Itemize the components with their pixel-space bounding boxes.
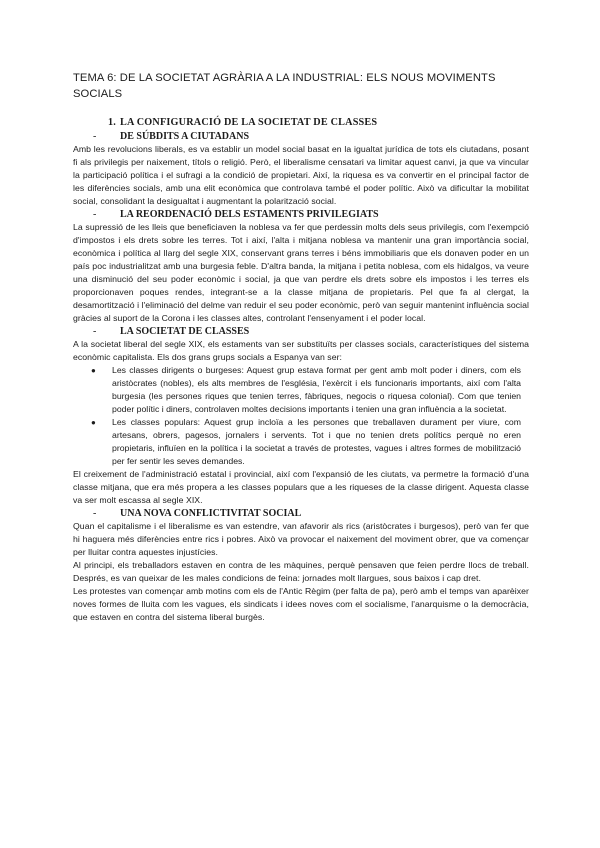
list-item-text: Les classes populars: Aquest grup incloïa a les persones que treballaven durament per viure, com artesans, obrers, pagesos, jornalers i servents. Tot i que no tenien drets polítics perquè no eren propietaris, influïen en la política i la societat a través de protestes, vagues i altres formes de mobilització per fer sentir les seves demandes.: [112, 417, 521, 466]
section-heading-text: LA CONFIGURACIÓ DE LA SOCIETAT DE CLASSES: [120, 117, 378, 128]
dash-marker: -: [93, 508, 97, 519]
bullet-marker: ●: [91, 366, 96, 375]
subsection-heading-text: UNA NOVA CONFLICTIVITAT SOCIAL: [120, 508, 302, 519]
paragraph: Amb les revolucions liberals, es va establir un model social basat en la igualtat jurídica de tots els ciutadans, posant fi als privilegis per naixement, títols o religió. Però, el liberalisme censatari va limitar aquest canvi, ja que va vincular la participació política i el sufragi a la condició de propietari. Així, la riquesa es va convertir en el principal factor de les diferències socials, amb una elit econòmica que controlava també el poder polític. Això va dificultar la mobilitat social, consolidant la desigualtat i augmentant la polarització social.: [73, 144, 529, 206]
paragraph: Les protestes van començar amb motins com els de l'Antic Règim (per falta de pa), però amb el temps van aparèixer noves formes de lluita com les vagues, els sindicats i idees noves com el socialisme, l'anarquisme o la democràcia, que estaven en contra del sistema liberal burgès.: [73, 586, 529, 622]
subsection-heading-subdits: [73, 130, 529, 143]
document-content: [73, 71, 529, 624]
dash-marker: -: [93, 131, 97, 142]
bullet-marker: ●: [91, 418, 96, 427]
subsection-heading-reordenacio: [73, 208, 529, 221]
paragraph-intro: A la societat liberal del segle XIX, els estaments van ser substituïts per classes socials, característiques del sistema econòmic capitalista. Els dos grans grups socials a Espanya van ser:: [73, 339, 529, 362]
bullet-list: [73, 364, 529, 468]
dash-marker: -: [93, 326, 97, 337]
paragraph: Al principi, els treballadors estaven en contra de les màquines, perquè pensaven que feien perdre llocs de treball. Després, es van queixar de les males condicions de feina: jornades molt llargues, sous baixos i cap dret.: [73, 560, 529, 583]
subsection-heading-text: LA REORDENACIÓ DELS ESTAMENTS PRIVILEGIATS: [120, 209, 379, 220]
section-number: 1.: [108, 117, 117, 128]
subsection-heading-societat-classes: [73, 325, 529, 338]
paragraph: El creixement de l'administració estatal i provincial, així com l'expansió de les ciutats, va permetre la formació d'una classe mitjana, que era més propera a les classes populars que a les riqueses de la classe dirigent. Aquesta classe va ser molt escassa al segle XIX.: [73, 469, 529, 505]
paragraph: Quan el capitalisme i el liberalisme es van estendre, van afavorir als rics (aristòcrates i burgesos), però van fer que hi haguera més diferències entre rics i pobres. Això va provocar el naixement del moviment obrer, que va començar per lluitar contra aquestes injustícies.: [73, 521, 529, 557]
list-item: [73, 416, 529, 468]
subsection-heading-conflictivitat: [73, 507, 529, 520]
list-item-text: Les classes dirigents o burgeses: Aquest grup estava format per gent amb molt poder i diners, com els aristòcrates (nobles), els alts membres de l'església, l'exèrcit i els funcionaris importants, així com l'alta burgesia (les persones riques que tenien terres, fàbriques, negocis o riquesa colonial). Com que tenien poder polític i diners, controlaven moltes decisions importants i tenien una gran influència a la societat.: [112, 365, 521, 414]
list-item: [73, 364, 529, 416]
dash-marker: -: [93, 209, 97, 220]
subsection-heading-text: LA SOCIETAT DE CLASSES: [120, 326, 250, 337]
paragraph: La supressió de les lleis que beneficiaven la noblesa va fer que perdessin molts dels seus privilegis, com l'exempció d'impostos i els drets sobre les terres. Tot i així, l'alta i mitjana noblesa va mantenir una gran importància social, econòmica i política al llarg del segle XIX, conservant grans terres i béns immobiliaris que els donaven poder en un país poc industrialitzat amb una burgesia feble. D'altra banda, la mitjana i petita noblesa, com els hidalgos, va veure una disminució del seu poder econòmic i social, ja que van perdre els drets sobre els impostos i les terres els proporcionaven poques rendes, integrant-se a la classe mitjana de propietaris. Pel que fa al clergat, la desamortització i l'eliminació del delme van reduir el seu poder econòmic, però van seguir mantenint influència social gràcies al suport de la Corona i les classes altes, controlant l'ensenyament i el poder local.: [73, 222, 529, 323]
subsection-heading-text: DE SÚBDITS A CIUTADANS: [120, 131, 250, 142]
document-title: TEMA 6: DE LA SOCIETAT AGRÀRIA A LA INDUSTRIAL: ELS NOUS MOVIMENTS SOCIALS: [73, 72, 496, 100]
section-heading: [73, 116, 529, 129]
